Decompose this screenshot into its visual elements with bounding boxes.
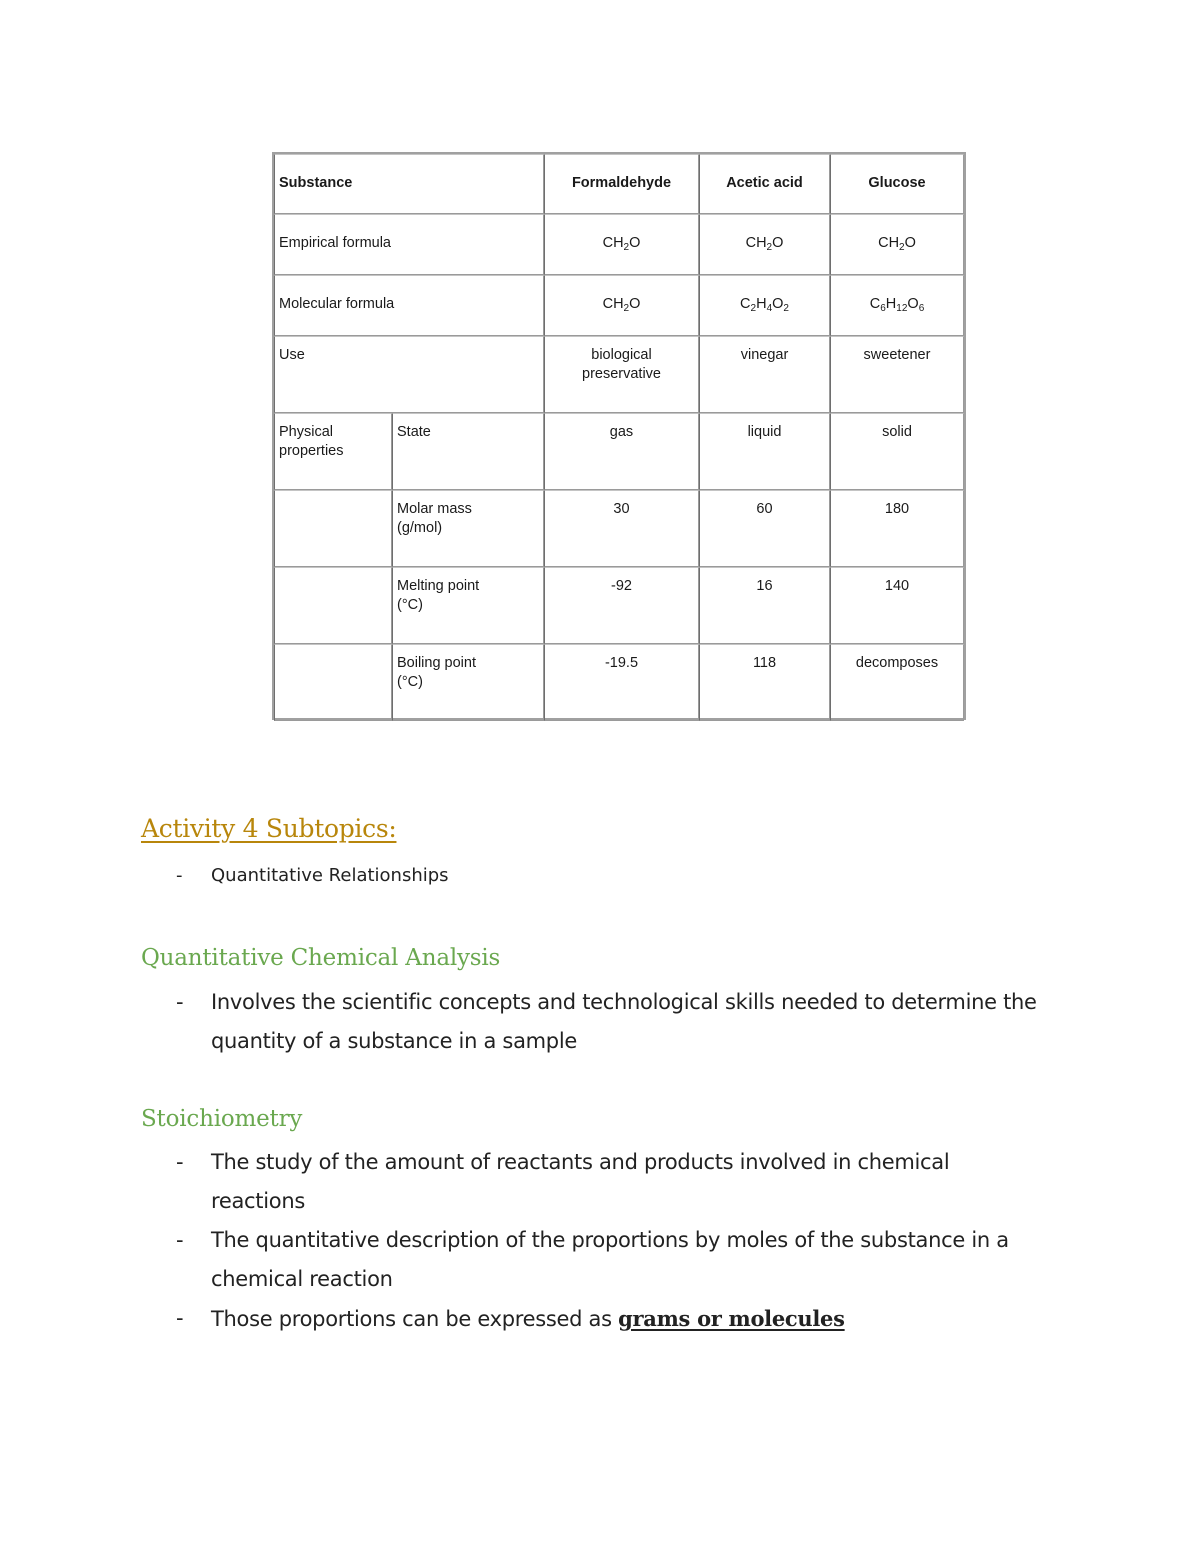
table-header-row	[274, 154, 964, 214]
molecular-formaldehyde: $CH_2O$	[544, 275, 699, 336]
properties-table-frame	[272, 152, 966, 720]
header-substance: Substance	[274, 154, 544, 214]
activity-heading: Activity 4 Subtopics:	[141, 814, 397, 843]
table-row-molecular	[274, 275, 964, 336]
table-row-state	[274, 413, 964, 490]
empty-cell	[274, 644, 392, 721]
table-row-melting-point	[274, 567, 964, 644]
molecular-glucose: $C_6H_{12}O_6$	[830, 275, 964, 336]
state-glucose: solid	[830, 413, 964, 490]
header-glucose: Glucose	[830, 154, 964, 214]
stoichiometry-list	[176, 1143, 1036, 1339]
molar-mass-label: Molar mass (g/mol)	[392, 490, 544, 567]
molecular-label: Molecular formula	[274, 275, 544, 336]
melting-point-formaldehyde: -92	[544, 567, 699, 644]
dash-bullet: -	[176, 1228, 184, 1252]
table-row-use	[274, 336, 964, 413]
state-acetic-acid: liquid	[699, 413, 830, 490]
empirical-acetic-acid: $CH_2O$	[699, 214, 830, 275]
empty-cell	[274, 567, 392, 644]
molar-mass-acetic-acid: 60	[699, 490, 830, 567]
boiling-point-label: Boiling point (°C)	[392, 644, 544, 721]
use-glucose: sweetener	[830, 336, 964, 413]
list-item	[176, 864, 449, 888]
list-item-text: The study of the amount of reactants and products involved in chemical reactions	[211, 1150, 950, 1213]
boiling-point-glucose: decomposes	[830, 644, 964, 721]
header-formaldehyde: Formaldehyde	[544, 154, 699, 214]
state-formaldehyde: gas	[544, 413, 699, 490]
list-item	[176, 1221, 1036, 1299]
use-acetic-acid: vinegar	[699, 336, 830, 413]
melting-point-glucose: 140	[830, 567, 964, 644]
use-formaldehyde: biological preservative	[544, 336, 699, 413]
melting-point-label: Melting point (°C)	[392, 567, 544, 644]
activity-list	[176, 864, 449, 888]
qca-heading: Quantitative Chemical Analysis	[141, 945, 501, 971]
molar-mass-formaldehyde: 30	[544, 490, 699, 567]
list-item-text: The quantitative description of the proportions by moles of the substance in a chemical reaction	[211, 1228, 1009, 1291]
boiling-point-acetic-acid: 118	[699, 644, 830, 721]
dash-bullet: -	[176, 990, 184, 1014]
table-row-boiling-point	[274, 644, 964, 721]
dash-bullet: -	[176, 1150, 184, 1174]
empirical-glucose: $CH_2O$	[830, 214, 964, 275]
list-item-text: Involves the scientific concepts and technological skills needed to determine the quantity of a substance in a sample	[211, 990, 1037, 1053]
emphasis-text: grams or molecules	[618, 1306, 845, 1331]
use-label: Use	[274, 336, 544, 413]
empty-cell	[274, 490, 392, 567]
list-item	[176, 1299, 1036, 1339]
physical-properties-label: Physical properties	[274, 413, 392, 490]
dash-bullet: -	[176, 1306, 184, 1330]
table-row-empirical	[274, 214, 964, 275]
list-item-text-prefix: Those proportions can be expressed as	[211, 1307, 619, 1331]
stoichiometry-heading: Stoichiometry	[141, 1106, 303, 1132]
molecular-acetic-acid: $C_2H_4O_2$	[699, 275, 830, 336]
list-item	[176, 983, 1056, 1061]
list-item	[176, 1143, 1036, 1221]
empirical-formaldehyde: $CH_2O$	[544, 214, 699, 275]
empirical-label: Empirical formula	[274, 214, 544, 275]
list-item-text: Quantitative Relationships	[211, 865, 449, 886]
boiling-point-formaldehyde: -19.5	[544, 644, 699, 721]
state-label: State	[392, 413, 544, 490]
dash-bullet: -	[176, 865, 183, 886]
properties-table	[274, 154, 964, 721]
table-row-molar-mass	[274, 490, 964, 567]
qca-list	[176, 983, 1056, 1061]
header-acetic-acid: Acetic acid	[699, 154, 830, 214]
melting-point-acetic-acid: 16	[699, 567, 830, 644]
molar-mass-glucose: 180	[830, 490, 964, 567]
